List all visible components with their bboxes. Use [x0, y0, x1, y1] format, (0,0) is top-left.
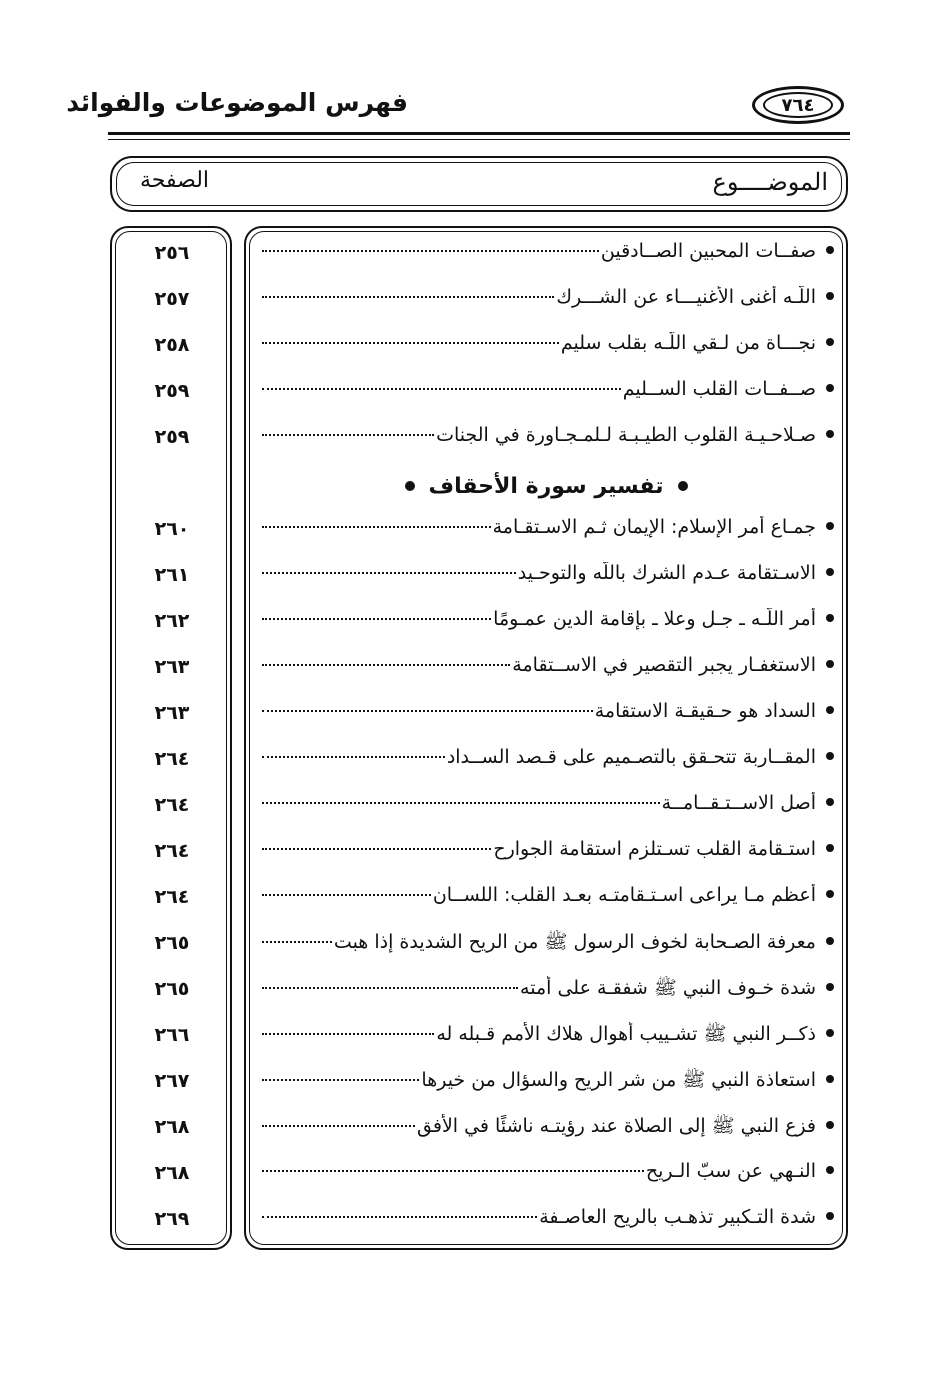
toc-page-number: ٢٥٦	[154, 242, 190, 264]
section-heading-title: تفسير سورة الأحقاف	[428, 473, 664, 499]
toc-entry-title: النـهي عن سبّ الـريح	[645, 1160, 816, 1182]
toc-page-number: ٢٦٤	[154, 886, 190, 908]
dot-leader	[262, 710, 593, 712]
bullet-icon	[826, 1121, 834, 1129]
toc-entry	[262, 792, 834, 814]
toc-entry-title: جمـاع أمر الإسلام: الإيمان ثـم الاسـتقـامة	[492, 516, 816, 538]
bullet-icon	[826, 1166, 834, 1174]
dot-leader	[262, 1216, 537, 1218]
toc-entry	[262, 700, 834, 722]
toc-page-number: ٢٦٦	[154, 1024, 190, 1046]
toc-page-number: ٢٦٧	[154, 1070, 190, 1092]
bullet-icon	[826, 937, 834, 945]
bullet-icon	[826, 614, 834, 622]
toc-row	[0, 1020, 947, 1060]
bullet-icon	[826, 1212, 834, 1220]
toc-entry	[262, 884, 834, 906]
toc-row	[0, 422, 947, 462]
toc-page-number: ٢٦٨	[154, 1162, 190, 1184]
bullet-icon	[405, 481, 415, 491]
running-title: فهرس الموضوعات والفوائد	[66, 88, 408, 117]
toc-row	[0, 882, 947, 922]
toc-entry-title: المقــاربة تتحـقق بالتصـميم على قـصد الســداد	[446, 746, 816, 768]
bullet-icon	[826, 798, 834, 806]
toc-entry-title: ذكــر النبي ﷺ تشـييب أهوال هلاك الأمم قـبله له	[436, 1023, 816, 1045]
toc-entry-title: نجـــاة من لـقي اللّـه بقلب سليم	[560, 332, 816, 354]
toc-row	[0, 928, 947, 968]
toc-row	[0, 1204, 947, 1244]
toc-entry-title: شدة التـكبير تذهـب بالريح العاصـفة	[539, 1206, 816, 1228]
toc-entry-title: اللّـه أغنى الأغنيـــاء عن الشـــرك	[556, 286, 816, 308]
toc-row	[0, 284, 947, 324]
toc-row	[0, 376, 947, 416]
toc-entry-title: استـقامة القلب تسـتلزم استقامة الجوارح	[493, 838, 816, 860]
toc-page-number: ٢٦٢	[154, 610, 190, 632]
dot-leader	[262, 1033, 434, 1035]
bullet-icon	[826, 1029, 834, 1037]
bullet-icon	[826, 292, 834, 300]
toc-row	[0, 744, 947, 784]
toc-entry	[262, 838, 834, 860]
toc-page-number: ٢٦٣	[154, 656, 190, 678]
toc-entry	[262, 562, 834, 584]
dot-leader	[262, 756, 445, 758]
toc-entry	[262, 378, 834, 400]
toc-page-number: ٢٦٨	[154, 1116, 190, 1138]
toc-entry-title: السداد هو حـقيقـة الاستقامة	[594, 700, 816, 722]
toc-entry	[262, 930, 834, 958]
toc-entry	[262, 332, 834, 354]
header-rule-thin	[108, 139, 850, 140]
toc-page-number: ٢٥٩	[154, 380, 190, 402]
dot-leader	[262, 1170, 644, 1172]
toc-page-number: ٢٦٥	[154, 978, 190, 1000]
toc-entry	[262, 1068, 834, 1096]
dot-leader	[262, 802, 660, 804]
toc-page-number: ٢٦٩	[154, 1208, 190, 1230]
dot-leader	[262, 342, 559, 344]
toc-entry-title: أصل الاســتـقــامــة	[661, 792, 816, 814]
toc-entry	[262, 608, 834, 630]
toc-entry	[262, 1114, 834, 1142]
toc-page-number: ٢٦١	[154, 564, 190, 586]
bullet-icon	[826, 384, 834, 392]
toc-page-number: ٢٥٨	[154, 334, 190, 356]
toc-entry-title: الاسـتقامة عـدم الشرك باللّه والتوحـيد	[517, 562, 816, 584]
toc-entry	[262, 286, 834, 308]
bullet-icon	[826, 890, 834, 898]
toc-row	[0, 560, 947, 600]
toc-entry-title: الاستغفـار يجبر التقصير في الاســتقامة	[512, 654, 816, 676]
toc-entry-title: استعاذة النبي ﷺ من شر الريح والسؤال من خيرها	[421, 1069, 816, 1091]
dot-leader	[262, 987, 518, 989]
column-header-box	[110, 156, 848, 212]
toc-page-number: ٢٦٥	[154, 932, 190, 954]
toc-entry	[262, 976, 834, 1004]
running-header	[66, 82, 850, 130]
toc-entry-title: صفــات المحبين الصــادقين	[600, 240, 816, 262]
toc-row	[0, 1066, 947, 1106]
bullet-icon	[826, 522, 834, 530]
toc-entry-title: صـلاحـيـة القلوب الطيـبـة لـلمـجـاورة في الجنات	[436, 424, 816, 446]
bullet-icon	[826, 706, 834, 714]
toc-entry-title: فزع النبي ﷺ إلى الصلاة عند رؤيتـه ناشئًا في الأفق	[417, 1115, 816, 1137]
toc-page-number: ٢٦٤	[154, 794, 190, 816]
dot-leader	[262, 618, 491, 620]
page-number-oval	[752, 86, 844, 124]
toc-entry	[262, 654, 834, 676]
toc-entry-title: أعظم مـا يراعى اسـتـقامتـه بعـد القلب: اللســان	[432, 884, 816, 906]
toc-row	[0, 606, 947, 646]
toc-page-number: ٢٥٧	[154, 288, 190, 310]
bullet-icon	[826, 1075, 834, 1083]
page-number: ٧٦٤	[763, 92, 833, 118]
dot-leader	[262, 664, 510, 666]
header-rule-thick	[108, 132, 850, 135]
toc-entry	[262, 424, 834, 446]
toc-entry-title: شدة خـوف النبي ﷺ شفقـة على أمته	[520, 977, 816, 999]
toc-entry-title: صــفــات القلب الســليم	[622, 378, 816, 400]
toc-row	[0, 514, 947, 554]
dot-leader	[262, 434, 434, 436]
toc-row	[0, 790, 947, 830]
toc-row	[0, 698, 947, 738]
bullet-icon	[826, 430, 834, 438]
dot-leader	[262, 388, 621, 390]
toc-row	[0, 238, 947, 278]
bullet-icon	[826, 844, 834, 852]
dot-leader	[262, 1079, 419, 1081]
dot-leader	[262, 572, 516, 574]
toc-entry	[262, 1022, 834, 1050]
toc-entry	[262, 746, 834, 768]
bullet-icon	[826, 568, 834, 576]
toc-entry	[262, 516, 834, 538]
bullet-icon	[826, 752, 834, 760]
dot-leader	[262, 894, 431, 896]
dot-leader	[262, 1125, 415, 1127]
toc-row	[0, 1112, 947, 1152]
toc-entry	[262, 240, 834, 262]
bullet-icon	[826, 983, 834, 991]
toc-page-number: ٢٦٠	[154, 518, 190, 540]
dot-leader	[262, 296, 554, 298]
toc-page-number: ٢٦٣	[154, 702, 190, 724]
toc-entry-title: معرفة الصـحابة لخوف الرسول ﷺ من الريح الشديدة إذا هبت	[333, 931, 816, 953]
toc-row	[0, 330, 947, 370]
toc-entry-title: أمر اللّـه ـ جـل وعلا ـ بإقامة الدين عمـومًا	[493, 608, 816, 630]
toc-page-number: ٢٦٤	[154, 840, 190, 862]
dot-leader	[262, 941, 332, 943]
dot-leader	[262, 250, 599, 252]
bullet-icon	[826, 246, 834, 254]
dot-leader	[262, 848, 491, 850]
dot-leader	[262, 526, 491, 528]
toc-entry	[262, 1206, 834, 1228]
page-column-label: الصفحة	[140, 168, 210, 193]
toc-row	[0, 836, 947, 876]
toc-row	[0, 974, 947, 1014]
bullet-icon	[678, 481, 688, 491]
subject-column-label: الموضــــوع	[712, 168, 828, 196]
toc-row	[0, 652, 947, 692]
toc-page-number: ٢٥٩	[154, 426, 190, 448]
toc-page-number: ٢٦٤	[154, 748, 190, 770]
bullet-icon	[826, 338, 834, 346]
section-heading	[244, 468, 848, 504]
bullet-icon	[826, 660, 834, 668]
toc-entry	[262, 1160, 834, 1182]
toc-row	[0, 1158, 947, 1198]
